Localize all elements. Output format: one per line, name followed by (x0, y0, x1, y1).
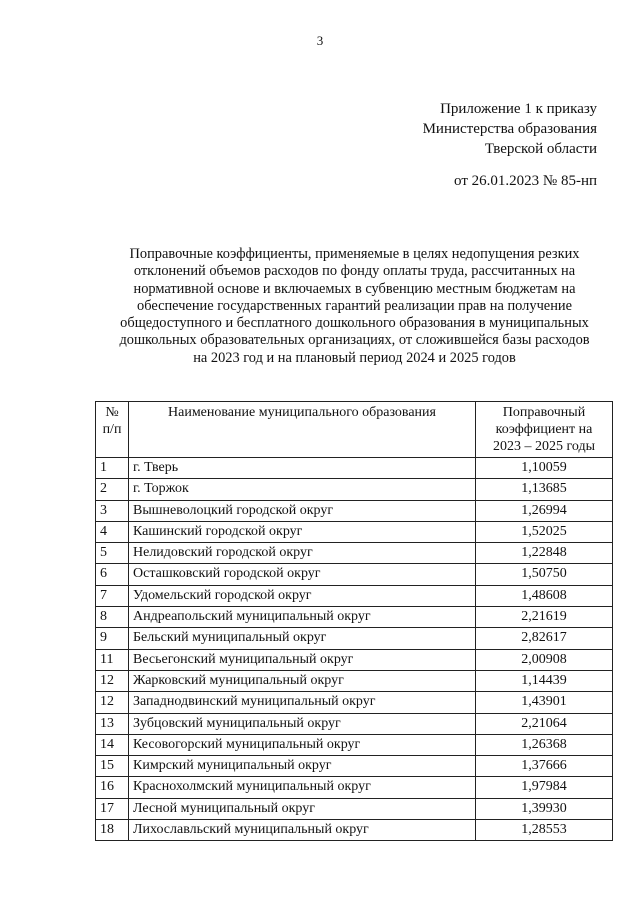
appendix-header (423, 99, 597, 159)
table-row (96, 820, 613, 841)
row-name: Лесной муниципальный округ (129, 798, 476, 819)
table-row (96, 713, 613, 734)
row-coefficient: 1,43901 (476, 692, 613, 713)
row-coefficient: 1,13685 (476, 479, 613, 500)
appendix-line-1: Приложение 1 к приказу (440, 101, 597, 117)
row-coefficient: 1,28553 (476, 820, 613, 841)
row-name: Весьегонский муниципальный округ (129, 649, 476, 670)
row-coefficient: 1,26368 (476, 734, 613, 755)
row-name: Зубцовский муниципальный округ (129, 713, 476, 734)
row-name: Кашинский городской округ (129, 521, 476, 542)
row-number: 7 (96, 585, 129, 606)
row-coefficient: 1,50750 (476, 564, 613, 585)
header-name: Наименование муниципального образования (129, 402, 476, 458)
row-number: 4 (96, 521, 129, 542)
table-header-row (96, 402, 613, 458)
title-line-6: дошкольных образовательных организациях, от сложившейся базы расходов (119, 332, 590, 349)
row-name: Кесовогорский муниципальный округ (129, 734, 476, 755)
title-line-1: Поправочные коэффициенты, применяемые в целях недопущения резких (129, 246, 580, 262)
row-coefficient: 2,21064 (476, 713, 613, 734)
table-row (96, 458, 613, 479)
row-coefficient: 1,26994 (476, 500, 613, 521)
header-number-line-2: п/п (102, 422, 122, 437)
row-number: 6 (96, 564, 129, 585)
row-name: Андреапольский муниципальный округ (129, 607, 476, 628)
row-name: Лихославльский муниципальный округ (129, 820, 476, 841)
row-number: 12 (96, 670, 129, 691)
row-coefficient: 2,21619 (476, 607, 613, 628)
appendix-line-3: Тверской области (484, 141, 597, 157)
table-row (96, 670, 613, 691)
table-row (96, 798, 613, 819)
header-number (96, 402, 129, 458)
table-row (96, 479, 613, 500)
row-name: Осташковский городской округ (129, 564, 476, 585)
title-line-4: обеспечение государственных гарантий реализации прав на получение (137, 297, 572, 314)
row-name: Нелидовский городской округ (129, 543, 476, 564)
row-number: 13 (96, 713, 129, 734)
page-number: 3 (316, 33, 324, 48)
title-line-7: на 2023 год и на плановый период 2024 и 2025 годов (193, 349, 516, 366)
row-number: 12 (96, 692, 129, 713)
row-coefficient: 2,82617 (476, 628, 613, 649)
row-name: Кимрский муниципальный округ (129, 756, 476, 777)
row-number: 15 (96, 756, 129, 777)
row-name: Западнодвинский муниципальный округ (129, 692, 476, 713)
row-number: 1 (96, 458, 129, 479)
header-coefficient-line-1: Поправочный (502, 405, 586, 420)
row-coefficient: 1,97984 (476, 777, 613, 798)
title-line-3: нормативной основе и включаемых в субвенцию местным бюджетам на (133, 280, 576, 297)
header-coefficient-line-2: коэффициент на (495, 422, 593, 437)
coefficients-table (95, 401, 613, 841)
row-name: Краснохолмский муниципальный округ (129, 777, 476, 798)
row-number: 18 (96, 820, 129, 841)
row-coefficient: 1,10059 (476, 458, 613, 479)
row-coefficient: 1,37666 (476, 756, 613, 777)
title-line-5: общедоступного и бесплатного дошкольного образования в муниципальных (120, 315, 589, 332)
row-coefficient: 1,52025 (476, 521, 613, 542)
table-row (96, 628, 613, 649)
row-coefficient: 1,48608 (476, 585, 613, 606)
row-name: г. Торжок (129, 479, 476, 500)
row-number: 3 (96, 500, 129, 521)
document-title (96, 246, 613, 367)
row-number: 5 (96, 543, 129, 564)
row-coefficient: 1,39930 (476, 798, 613, 819)
header-coefficient (476, 402, 613, 458)
table-row (96, 692, 613, 713)
row-coefficient: 1,14439 (476, 670, 613, 691)
row-number: 2 (96, 479, 129, 500)
order-reference: от 26.01.2023 № 85-нп (454, 173, 597, 189)
row-number: 8 (96, 607, 129, 628)
table-row (96, 585, 613, 606)
row-number: 14 (96, 734, 129, 755)
table-row (96, 756, 613, 777)
table-row (96, 543, 613, 564)
title-line-2: отклонений объемов расходов по фонду оплаты труда, рассчитанных на (133, 263, 576, 280)
row-number: 16 (96, 777, 129, 798)
table-row (96, 521, 613, 542)
table-row (96, 734, 613, 755)
row-number: 11 (96, 649, 129, 670)
table-row (96, 607, 613, 628)
row-name: Жарковский муниципальный округ (129, 670, 476, 691)
row-coefficient: 2,00908 (476, 649, 613, 670)
row-number: 17 (96, 798, 129, 819)
appendix-line-2: Министерства образования (422, 121, 597, 137)
row-number: 9 (96, 628, 129, 649)
row-name: Бельский муниципальный округ (129, 628, 476, 649)
row-name: Вышневолоцкий городской округ (129, 500, 476, 521)
table-row (96, 500, 613, 521)
header-number-line-1: № (105, 405, 119, 420)
row-coefficient: 1,22848 (476, 543, 613, 564)
row-name: г. Тверь (129, 458, 476, 479)
table-row (96, 649, 613, 670)
table-row (96, 777, 613, 798)
header-coefficient-line-3: 2023 – 2025 годы (492, 439, 596, 454)
row-name: Удомельский городской округ (129, 585, 476, 606)
table-row (96, 564, 613, 585)
